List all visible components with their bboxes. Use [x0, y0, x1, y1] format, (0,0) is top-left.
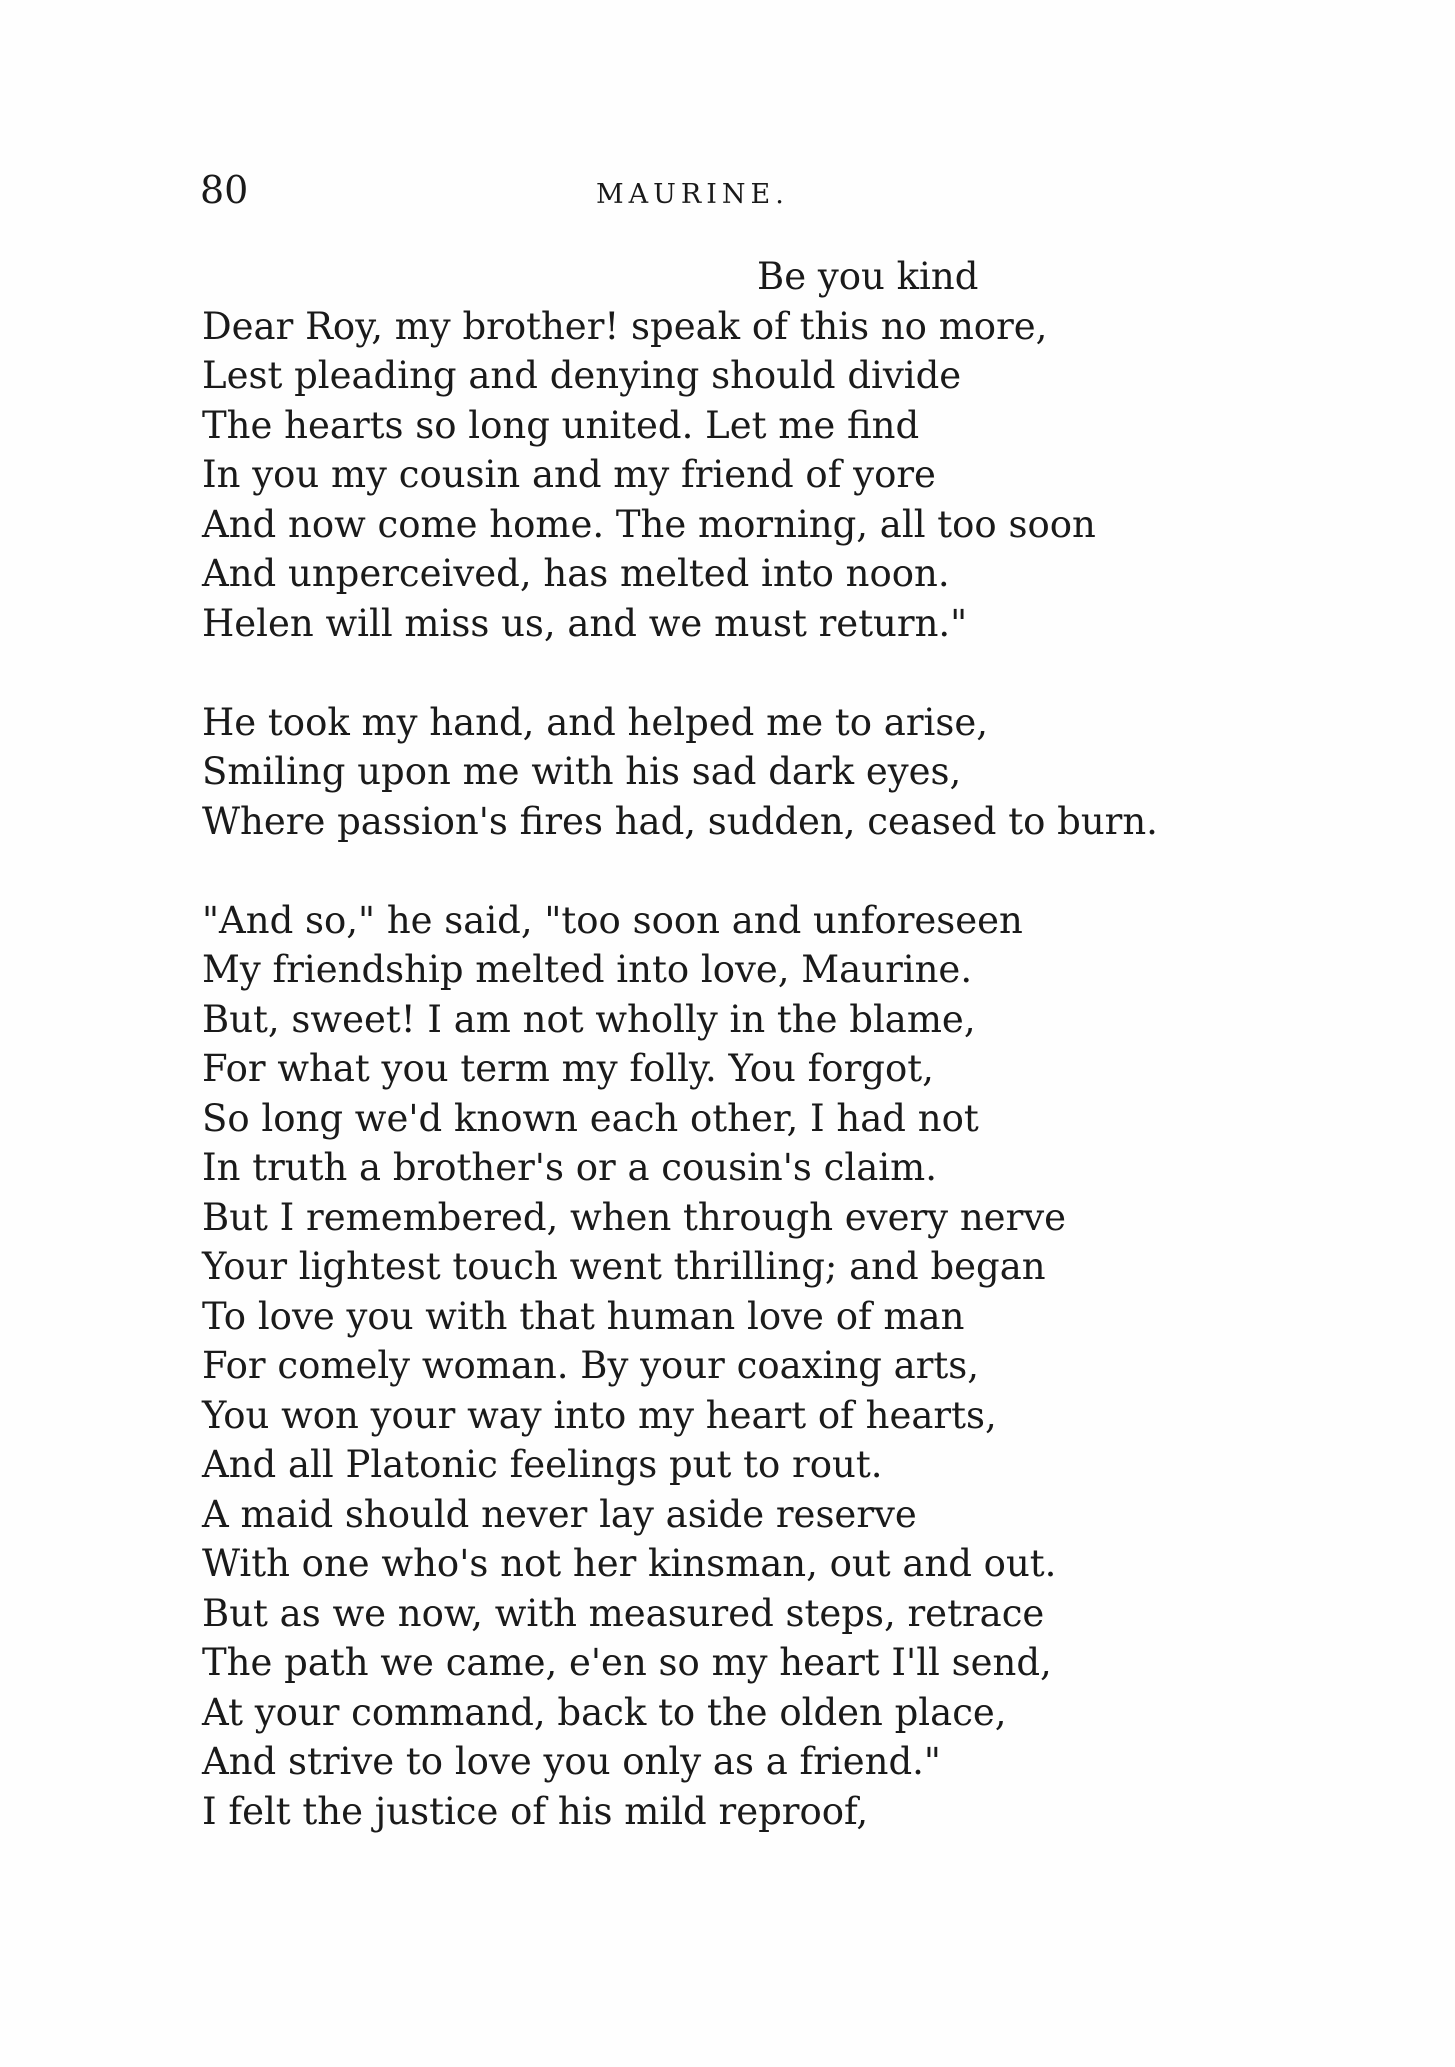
- poem-line: For comely woman. By your coaxing arts,: [202, 1344, 979, 1387]
- poem-line: Dear Roy, my brother! speak of this no more,: [202, 304, 1048, 348]
- poem-line: The hearts so long united. Let me find: [202, 403, 920, 447]
- poem-line: So long we'd known each other, I had not: [202, 1096, 979, 1140]
- poem-body: [202, 252, 1202, 1836]
- poem-line: But I remembered, when through every nerve: [202, 1195, 1067, 1239]
- poem-line: Lest pleading and denying should divide: [202, 354, 962, 397]
- poem-line: Where passion's fires had, sudden, ceased to burn.: [202, 799, 1158, 843]
- poem-line: But, sweet! I am not wholly in the blame,: [202, 997, 976, 1041]
- poem-line: Be you kind: [757, 255, 979, 298]
- poem-line: He took my hand, and helped me to arise,: [202, 700, 988, 744]
- page-number: 80: [200, 168, 249, 212]
- running-head: MAURINE.: [596, 179, 789, 210]
- poem-line: With one who's not her kinsman, out and out.: [202, 1542, 1057, 1585]
- poem-line: And unperceived, has melted into noon.: [202, 552, 950, 595]
- poem-line: And now come home. The morning, all too soon: [202, 502, 1096, 546]
- poem-line: But as we now, with measured steps, retrace: [202, 1591, 1045, 1635]
- poem-line: Helen will miss us, and we must return.": [202, 601, 968, 645]
- poem-line: And strive to love you only as a friend.": [202, 1740, 941, 1783]
- stanza-break: [202, 648, 1202, 698]
- poem-line: At your command, back to the olden place,: [202, 1690, 1007, 1734]
- poem-line: To love you with that human love of man: [202, 1294, 965, 1338]
- poem-line: The path we came, e'en so my heart I'll send,: [202, 1641, 1052, 1684]
- stanza-break: [202, 846, 1202, 896]
- poem-line: I felt the justice of his mild reproof,: [202, 1789, 869, 1833]
- poem-line: A maid should never lay aside reserve: [202, 1492, 917, 1536]
- poem-line: You won your way into my heart of hearts,: [202, 1393, 997, 1437]
- poem-line: And all Platonic feelings put to rout.: [202, 1443, 883, 1486]
- poem-line: In truth a brother's or a cousin's claim.: [202, 1146, 937, 1189]
- poem-line: In you my cousin and my friend of yore: [202, 453, 936, 496]
- poem-line: Your lightest touch went thrilling; and began: [202, 1245, 1046, 1288]
- poem-line: "And so," he said, "too soon and unforeseen: [202, 898, 1023, 942]
- poem-line: My friendship melted into love, Maurine.: [202, 948, 973, 991]
- poem-line: For what you term my folly. You forgot,: [202, 1047, 934, 1090]
- poem-line: Smiling upon me with his sad dark eyes,: [202, 750, 962, 793]
